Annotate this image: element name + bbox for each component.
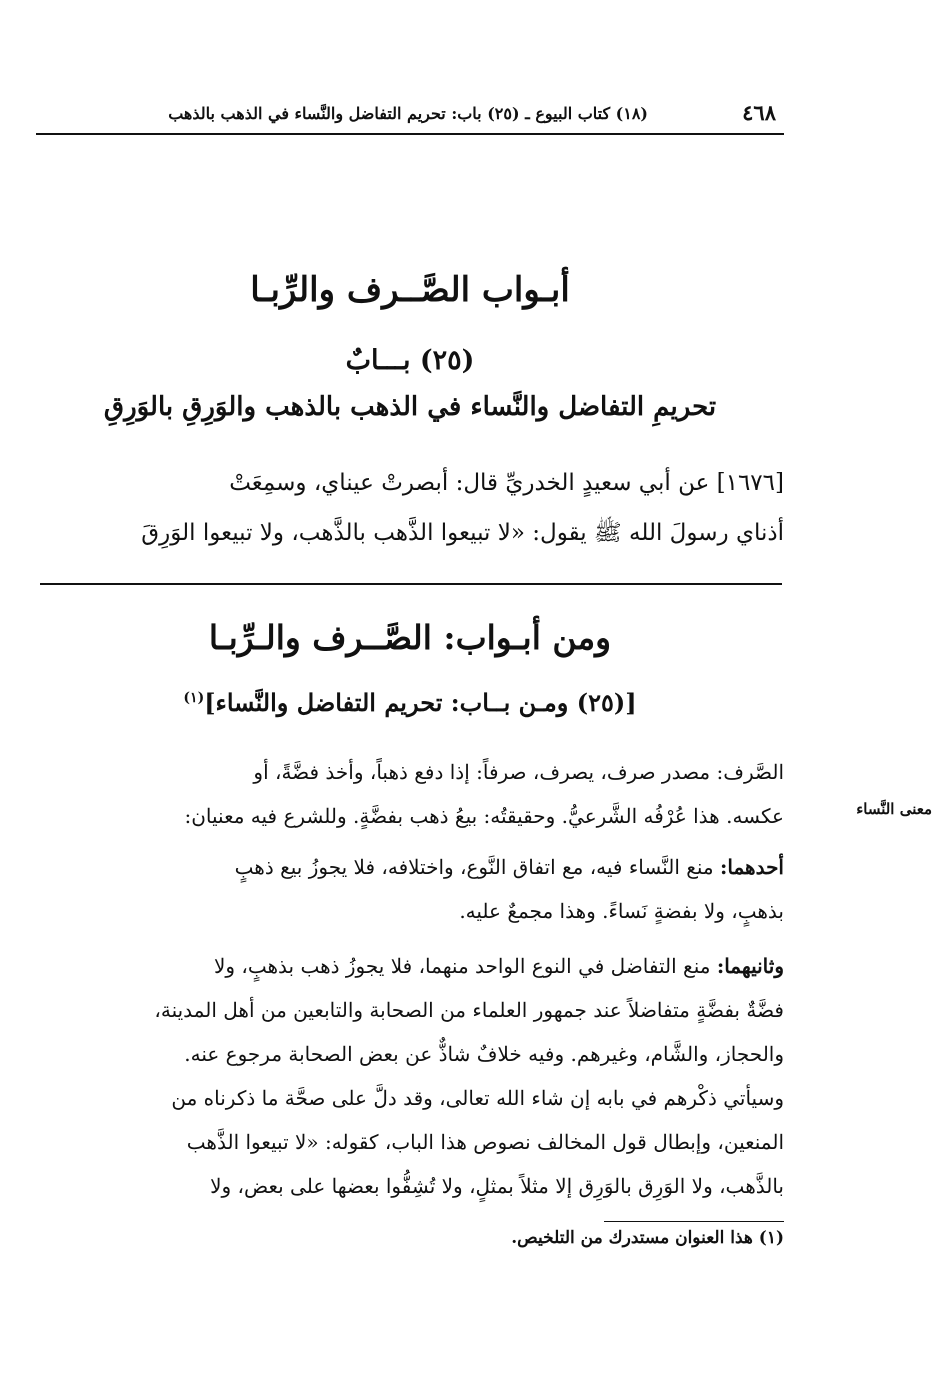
page-number: ٤٦٨ — [742, 100, 776, 125]
text-line: عكسه. هذا عُرْفُه الشَّرعيُّ. وحقيقتُه: بيعُ ذهب بفضَّةٍ. وللشرع فيه معنيان: — [184, 804, 784, 828]
text-line — [36, 944, 784, 988]
chapter-number: (٢٥) بـــابٌ — [345, 345, 475, 376]
section-divider — [40, 583, 782, 585]
footnote-rule — [604, 1221, 784, 1222]
paragraph-lead: وثانيهما: — [716, 954, 784, 978]
text-line: بالذَّهب، ولا الوَرِق بالوَرِق إلا مثلاً بمثلٍ، ولا تُشِفُّوا بعضها على بعض، ولا — [210, 1174, 784, 1198]
commentary-subtitle — [36, 688, 784, 717]
text-line: المنعين، وإبطال قول المخالف نصوص هذا الباب، كقوله: «لا تبيعوا الذَّهب — [186, 1130, 784, 1154]
commentary-paragraph-1 — [36, 750, 784, 838]
text-run: منع التفاضل في النوع الواحد منهما، فلا يجوزُ ذهب بذهبٍ، ولا — [213, 954, 717, 978]
text-line: والحجاز، والشَّام، وغيرهم. وفيه خلافٌ شاذٌّ عن بعض الصحابة مرجوع عنه. — [184, 1042, 784, 1066]
footnote-reference: (١) — [183, 690, 205, 706]
commentary-subtitle-text: [(٢٥) ومـن بــاب: تحريم التفاضل والنَّساء] — [204, 688, 637, 717]
section-title: أبـواب الصَّــرف والرِّبـا — [250, 270, 570, 310]
hadith-line: أذناي رسولَ الله ﷺ يقول: «لا تبيعوا الذَّهب بالذَّهب، ولا تبيعوا الوَرِقَ — [141, 520, 784, 546]
margin-note: معنى النَّساء — [856, 800, 932, 818]
text-line: الصَّرف: مصدر صرف، يصرف، صرفاً: إذا دفع ذهباً، وأخذ فضَّةً، أو — [253, 760, 784, 784]
commentary-paragraph-3 — [36, 944, 784, 1208]
chapter-title: تحريمِ التفاضل والنَّساء في الذهب بالذهب والوَرِقِ بالوَرِقِ — [103, 392, 717, 422]
hadith-line: [١٦٧٦] عن أبي سعيدٍ الخدريِّ قال: أبصرتْ عيناي، وسمِعَتْ — [229, 470, 784, 496]
commentary-paragraph-2 — [36, 845, 784, 933]
running-head: (١٨) كتاب البيوع ـ (٢٥) باب: تحريم التفاضل والنَّساء في الذهب بالذهب — [168, 104, 648, 123]
footnote: (١) هذا العنوان مستدرك من التلخيص. — [511, 1228, 784, 1248]
text-run: منع النَّساء فيه، مع اتفاق النَّوع، واختلافه، فلا يجوزُ بيع ذهبٍ — [234, 855, 720, 879]
text-line: بذهبٍ، ولا بفضةٍ نَساءً. وهذا مجمعٌ عليه. — [459, 899, 784, 923]
commentary-title: ومن أبـواب: الصَّــرف والـرِّبـا — [208, 618, 612, 657]
text-line: فضَّةٌ بفضَّةٍ متفاضلاً عند جمهور العلماء من الصحابة والتابعين من أهل المدينة، — [154, 998, 784, 1022]
text-line — [36, 845, 784, 889]
paragraph-lead: أحدهما: — [719, 855, 784, 879]
header-rule — [36, 133, 784, 135]
hadith-text — [36, 458, 784, 558]
text-line: وسيأتي ذكْرهم في بابه إن شاء الله تعالى، وقد دلَّ على صحَّة ما ذكرناه من — [171, 1086, 784, 1110]
page-header — [36, 92, 784, 132]
